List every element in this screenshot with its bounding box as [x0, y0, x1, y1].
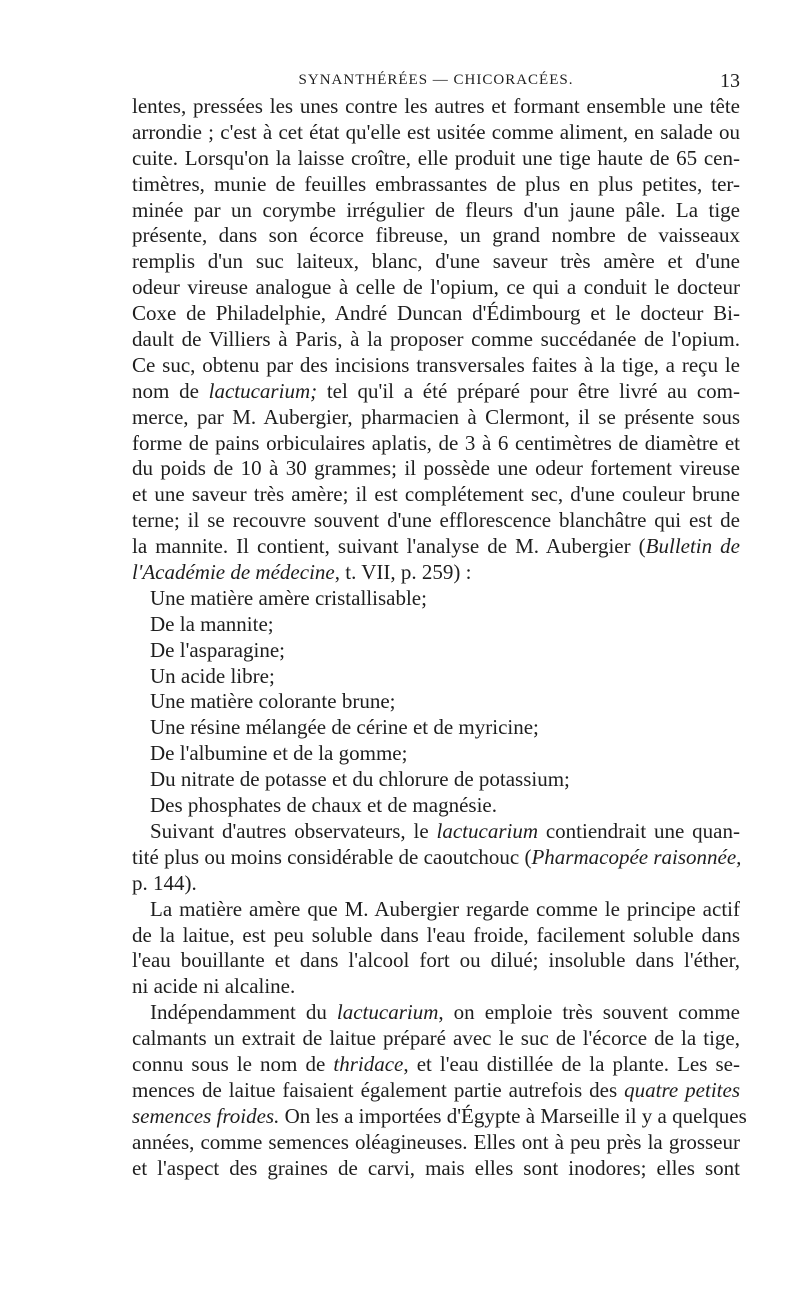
- text-line: [132, 819, 740, 845]
- text-line: [132, 948, 740, 974]
- text-line: [132, 1026, 740, 1052]
- text-line: [132, 431, 740, 457]
- text-line: [132, 664, 740, 690]
- italic-text: Pharmacopée raisonnée,: [531, 844, 742, 869]
- text-segment: Une matière colorante brune;: [150, 689, 396, 714]
- text-line: [132, 793, 740, 819]
- text-segment: On les a importées d'Égypte à Marseille il y a quelques: [279, 1103, 747, 1128]
- text-line: [132, 508, 740, 534]
- text-segment: merce, par M. Aubergier, pharmacien à Clermont, il se présente sous: [132, 404, 740, 429]
- text-segment: De la mannite;: [150, 611, 274, 636]
- text-segment: de la laitue, est peu soluble dans l'eau froide, facilement soluble dans: [132, 922, 740, 947]
- text-segment: mences de laitue faisaient également partie autrefois des: [132, 1077, 625, 1102]
- text-segment: timètres, munie de feuilles embrassantes de plus en plus petites, ter-: [132, 171, 740, 196]
- text-segment: Un acide libre;: [150, 663, 275, 688]
- text-line: [132, 1103, 747, 1130]
- text-line: [132, 456, 740, 482]
- running-head: SYNANTHÉRÉES — CHICORACÉES.: [298, 72, 574, 88]
- text-segment: terne; il se recouvre souvent d'une efflorescence blanchâtre qui est de: [132, 508, 740, 533]
- text-segment: minée par un corymbe irrégulier de fleurs d'un jaune pâle. La tige: [132, 197, 740, 222]
- text-segment: , et l'eau distillée de la plante. Les se-: [403, 1051, 740, 1076]
- text-segment: Une matière amère cristallisable;: [150, 585, 427, 610]
- text-line: [132, 586, 740, 612]
- text-segment: et l'aspect des graines de carvi, mais elles sont inodores; elles sont: [132, 1155, 740, 1180]
- text-segment: forme de pains orbiculaires aplatis, de 3 à 6 centimètres de diamètre et: [132, 430, 740, 455]
- text-line: [132, 275, 740, 301]
- text-segment: et une saveur très amère; il est complétement sec, d'une couleur brune: [132, 482, 740, 507]
- text-segment: lentes, pressées les unes contre les autres et formant ensemble une tête: [132, 94, 740, 118]
- text-segment: contiendrait une quan-: [538, 818, 740, 843]
- text-segment: présente, dans son écorce fibreuse, un grand nombre de vaisseaux: [132, 223, 740, 248]
- text-segment: connu sous le nom de: [132, 1051, 334, 1076]
- text-line: [132, 379, 740, 405]
- text-line: [132, 1078, 740, 1104]
- text-line: [132, 534, 740, 560]
- body-text: [132, 94, 747, 1181]
- text-line: [132, 689, 740, 715]
- text-line: [132, 923, 740, 949]
- text-segment: l'eau bouillante et dans l'alcool fort ou dilué; insoluble dans l'éther,: [132, 948, 740, 973]
- italic-text: lactucarium: [336, 1000, 439, 1025]
- text-line: [132, 482, 740, 508]
- italic-text: lactucarium: [436, 818, 539, 843]
- text-segment: Coxe de Philadelphie, André Duncan d'Édimbourg et le docteur Bi-: [132, 301, 740, 326]
- text-line: [132, 560, 740, 586]
- text-segment: Suivant d'autres observateurs, le: [150, 818, 437, 843]
- text-segment: tel qu'il a été préparé pour être livré au com-: [317, 378, 741, 403]
- text-segment: , t. VII, p. 259) :: [334, 560, 472, 585]
- text-segment: arrondie ; c'est à cet état qu'elle est usitée comme aliment, en salade ou: [132, 119, 740, 144]
- text-segment: De l'asparagine;: [150, 637, 285, 662]
- italic-text: lactucarium;: [208, 378, 318, 403]
- text-line: [132, 301, 740, 327]
- text-segment: De l'albumine et de la gomme;: [150, 741, 408, 766]
- text-line: [132, 974, 740, 1000]
- text-line: [132, 612, 740, 638]
- text-segment: Indépendamment du: [150, 1000, 337, 1025]
- text-line: [132, 845, 740, 871]
- italic-text: l'Académie de médecine: [132, 560, 335, 585]
- text-line: [132, 405, 740, 431]
- text-segment: remplis d'un suc laiteux, blanc, d'une saveur très amère et d'une: [132, 249, 740, 274]
- text-segment: Du nitrate de potasse et du chlorure de potassium;: [150, 767, 570, 792]
- text-line: [132, 1052, 740, 1078]
- text-segment: Ce suc, obtenu par des incisions transversales faites à la tige, a reçu le: [132, 352, 740, 377]
- text-segment: du poids de 10 à 30 grammes; il possède une odeur fortement vireuse: [132, 456, 740, 481]
- text-segment: Une résine mélangée de cérine et de myricine;: [150, 715, 539, 740]
- text-line: [132, 897, 740, 923]
- text-line: [132, 1130, 740, 1156]
- text-segment: nom de: [132, 378, 209, 403]
- text-segment: ni acide ni alcaline.: [132, 974, 296, 999]
- text-line: [132, 353, 740, 379]
- text-segment: calmants un extrait de laitue préparé avec le suc de l'écorce de la tige,: [132, 1026, 740, 1051]
- text-line: [132, 223, 740, 249]
- text-segment: tité plus ou moins considérable de caoutchouc (: [132, 844, 532, 869]
- text-line: [132, 146, 740, 172]
- italic-text: quatre petites: [624, 1077, 740, 1102]
- text-segment: La matière amère que M. Aubergier regarde comme le principe actif: [150, 896, 740, 921]
- text-segment: dault de Villiers à Paris, à la proposer comme succédanée de l'opium.: [132, 327, 740, 352]
- text-line: [132, 638, 740, 664]
- text-line: [132, 741, 740, 767]
- text-line: [132, 715, 740, 741]
- italic-text: Bulletin de: [645, 534, 740, 559]
- text-line: [132, 198, 740, 224]
- text-segment: années, comme semences oléagineuses. Elles ont à peu près la grosseur: [132, 1129, 740, 1154]
- text-line: [132, 120, 740, 146]
- text-line: [132, 327, 740, 353]
- text-segment: Des phosphates de chaux et de magnésie.: [150, 793, 497, 818]
- text-segment: la mannite. Il contient, suivant l'analyse de M. Aubergier (: [132, 534, 646, 559]
- italic-text: semences froides.: [132, 1103, 280, 1128]
- text-segment: odeur vireuse analogue à celle de l'opium, ce qui a conduit le docteur: [132, 275, 740, 300]
- text-line: [132, 871, 740, 897]
- text-segment: p. 144).: [132, 870, 197, 895]
- text-segment: cuite. Lorsqu'on la laisse croître, elle produit une tige haute de 65 cen-: [132, 145, 740, 170]
- text-line: [132, 249, 740, 275]
- text-line: [132, 1156, 740, 1182]
- text-segment: , on emploie très souvent comme: [438, 1000, 740, 1025]
- text-line: [132, 172, 740, 198]
- italic-text: thridace: [333, 1051, 404, 1076]
- text-line: [132, 94, 740, 120]
- text-line: [132, 1000, 740, 1026]
- page-header: [132, 70, 740, 94]
- page-number: 13: [720, 70, 740, 92]
- text-line: [132, 767, 740, 793]
